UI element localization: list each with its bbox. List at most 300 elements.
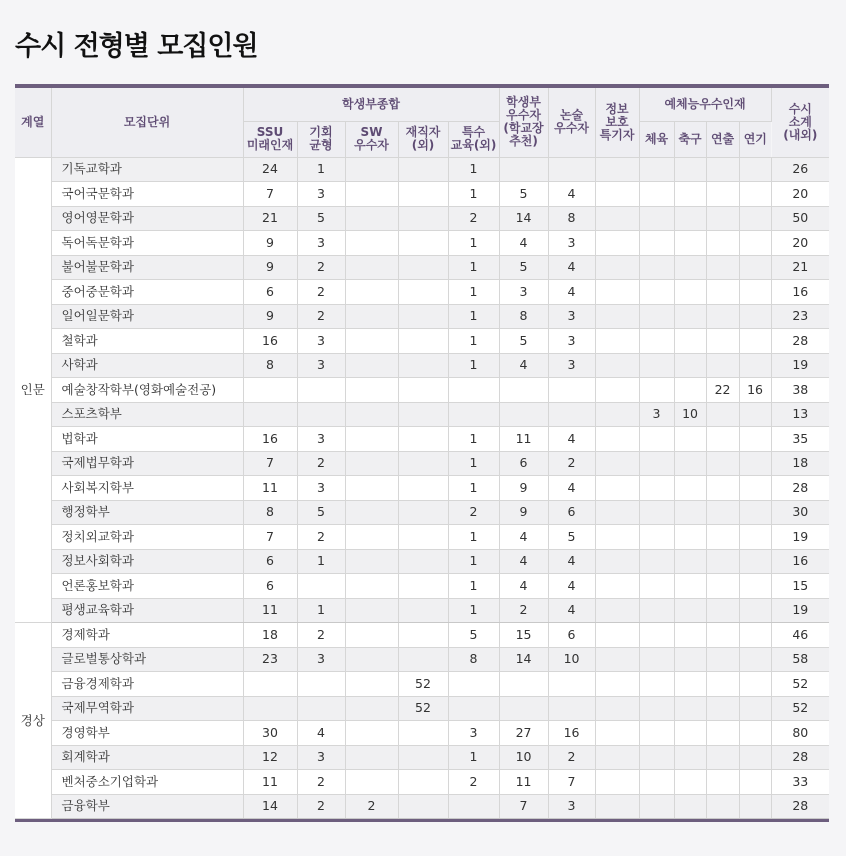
essay-cell: 6 (548, 623, 595, 648)
soccer-cell (674, 451, 706, 476)
worker-cell (398, 157, 448, 182)
acting-cell (739, 794, 771, 819)
pe-cell (639, 696, 674, 721)
directing-cell (706, 574, 739, 599)
total-cell: 38 (771, 378, 829, 403)
directing-cell (706, 745, 739, 770)
worker-cell (398, 427, 448, 452)
acting-cell (739, 647, 771, 672)
opp-cell: 3 (297, 647, 345, 672)
pe-cell (639, 451, 674, 476)
opp-cell: 3 (297, 182, 345, 207)
unit-cell: 금융경제학과 (51, 672, 243, 697)
essay-cell: 4 (548, 255, 595, 280)
opp-cell: 2 (297, 280, 345, 305)
school-cell: 2 (499, 598, 548, 623)
worker-cell (398, 623, 448, 648)
total-cell: 20 (771, 231, 829, 256)
essay-cell: 4 (548, 427, 595, 452)
ssu-cell (243, 672, 297, 697)
soccer-cell (674, 770, 706, 795)
sw-cell (345, 549, 398, 574)
unit-cell: 회계학과 (51, 745, 243, 770)
ssu-cell: 23 (243, 647, 297, 672)
acting-cell (739, 206, 771, 231)
school-cell: 4 (499, 549, 548, 574)
sw-cell (345, 280, 398, 305)
info-cell (595, 672, 639, 697)
header-special-edu: 특수 교육(외) (448, 121, 499, 157)
pe-cell (639, 353, 674, 378)
worker-cell (398, 378, 448, 403)
soccer-cell (674, 157, 706, 182)
header-sw: SW 우수자 (345, 121, 398, 157)
table-row (15, 672, 829, 697)
special-cell: 1 (448, 255, 499, 280)
opp-cell: 2 (297, 304, 345, 329)
directing-cell (706, 157, 739, 182)
unit-cell: 국제법무학과 (51, 451, 243, 476)
opp-cell (297, 672, 345, 697)
info-cell (595, 378, 639, 403)
soccer-cell (674, 745, 706, 770)
directing-cell: 22 (706, 378, 739, 403)
ssu-cell: 6 (243, 574, 297, 599)
unit-cell: 국어국문학과 (51, 182, 243, 207)
special-cell: 1 (448, 451, 499, 476)
sw-cell (345, 721, 398, 746)
soccer-cell (674, 329, 706, 354)
ssu-cell (243, 402, 297, 427)
worker-cell (398, 794, 448, 819)
essay-cell: 2 (548, 745, 595, 770)
pe-cell (639, 721, 674, 746)
table-row (15, 549, 829, 574)
ssu-cell: 11 (243, 770, 297, 795)
info-cell (595, 329, 639, 354)
opp-cell (297, 402, 345, 427)
worker-cell (398, 549, 448, 574)
total-cell: 28 (771, 476, 829, 501)
soccer-cell (674, 623, 706, 648)
opp-cell: 2 (297, 794, 345, 819)
special-cell: 1 (448, 353, 499, 378)
category-cell: 경상 (15, 623, 51, 819)
special-cell: 1 (448, 549, 499, 574)
school-cell: 14 (499, 647, 548, 672)
soccer-cell (674, 378, 706, 403)
school-cell: 7 (499, 794, 548, 819)
worker-cell: 52 (398, 696, 448, 721)
sw-cell (345, 696, 398, 721)
unit-cell: 경영학부 (51, 721, 243, 746)
table-row (15, 206, 829, 231)
soccer-cell (674, 476, 706, 501)
sw-cell (345, 598, 398, 623)
ssu-cell: 14 (243, 794, 297, 819)
directing-cell (706, 280, 739, 305)
unit-cell: 벤처중소기업학과 (51, 770, 243, 795)
unit-cell: 독어독문학과 (51, 231, 243, 256)
worker-cell (398, 451, 448, 476)
acting-cell (739, 329, 771, 354)
worker-cell (398, 231, 448, 256)
table-row (15, 329, 829, 354)
ssu-cell: 11 (243, 598, 297, 623)
sw-cell (345, 157, 398, 182)
table-row (15, 574, 829, 599)
total-cell: 52 (771, 696, 829, 721)
ssu-cell: 9 (243, 231, 297, 256)
total-cell: 13 (771, 402, 829, 427)
special-cell: 1 (448, 598, 499, 623)
info-cell (595, 353, 639, 378)
table-row (15, 378, 829, 403)
header-unit: 모집단위 (51, 88, 243, 157)
school-cell: 3 (499, 280, 548, 305)
essay-cell: 5 (548, 525, 595, 550)
unit-cell: 사학과 (51, 353, 243, 378)
acting-cell (739, 745, 771, 770)
unit-cell: 불어불문학과 (51, 255, 243, 280)
special-cell: 5 (448, 623, 499, 648)
ssu-cell: 6 (243, 280, 297, 305)
pe-cell (639, 549, 674, 574)
directing-cell (706, 770, 739, 795)
sw-cell (345, 525, 398, 550)
info-cell (595, 770, 639, 795)
table-row (15, 476, 829, 501)
pe-cell (639, 745, 674, 770)
header-group-arts: 예체능우수인재 (639, 88, 771, 121)
directing-cell (706, 476, 739, 501)
directing-cell (706, 794, 739, 819)
header-school-recommend: 학생부 우수자 (학교장 추천) (499, 88, 548, 157)
unit-cell: 기독교학과 (51, 157, 243, 182)
ssu-cell: 11 (243, 476, 297, 501)
unit-cell: 평생교육학과 (51, 598, 243, 623)
table-row (15, 182, 829, 207)
school-cell: 6 (499, 451, 548, 476)
directing-cell (706, 182, 739, 207)
opp-cell: 4 (297, 721, 345, 746)
ssu-cell: 7 (243, 451, 297, 476)
header-worker: 재직자 (외) (398, 121, 448, 157)
ssu-cell: 18 (243, 623, 297, 648)
total-cell: 18 (771, 451, 829, 476)
worker-cell (398, 353, 448, 378)
opp-cell: 2 (297, 623, 345, 648)
info-cell (595, 402, 639, 427)
pe-cell (639, 574, 674, 599)
opp-cell: 5 (297, 206, 345, 231)
directing-cell (706, 549, 739, 574)
essay-cell: 3 (548, 353, 595, 378)
unit-cell: 언론홍보학과 (51, 574, 243, 599)
soccer-cell (674, 525, 706, 550)
essay-cell: 3 (548, 304, 595, 329)
special-cell: 1 (448, 157, 499, 182)
special-cell: 2 (448, 206, 499, 231)
table-row (15, 623, 829, 648)
info-cell (595, 500, 639, 525)
directing-cell (706, 672, 739, 697)
opp-cell: 3 (297, 353, 345, 378)
total-cell: 15 (771, 574, 829, 599)
info-cell (595, 182, 639, 207)
header-soccer: 축구 (674, 121, 706, 157)
pe-cell (639, 427, 674, 452)
soccer-cell (674, 280, 706, 305)
sw-cell (345, 672, 398, 697)
table-row (15, 525, 829, 550)
table-row (15, 353, 829, 378)
sw-cell (345, 255, 398, 280)
sw-cell (345, 353, 398, 378)
worker-cell (398, 329, 448, 354)
acting-cell (739, 451, 771, 476)
opp-cell (297, 378, 345, 403)
unit-cell: 영어영문학과 (51, 206, 243, 231)
directing-cell (706, 206, 739, 231)
school-cell: 4 (499, 525, 548, 550)
directing-cell (706, 255, 739, 280)
soccer-cell (674, 549, 706, 574)
special-cell: 1 (448, 329, 499, 354)
total-cell: 80 (771, 721, 829, 746)
unit-cell: 일어일문학과 (51, 304, 243, 329)
essay-cell: 2 (548, 451, 595, 476)
sw-cell (345, 378, 398, 403)
worker-cell (398, 770, 448, 795)
school-cell: 9 (499, 500, 548, 525)
worker-cell (398, 182, 448, 207)
table-row (15, 451, 829, 476)
opp-cell: 3 (297, 231, 345, 256)
table-row (15, 402, 829, 427)
info-cell (595, 231, 639, 256)
table-header (15, 88, 829, 157)
ssu-cell: 12 (243, 745, 297, 770)
directing-cell (706, 721, 739, 746)
directing-cell (706, 451, 739, 476)
total-cell: 28 (771, 329, 829, 354)
directing-cell (706, 647, 739, 672)
info-cell (595, 304, 639, 329)
soccer-cell (674, 500, 706, 525)
table-row (15, 696, 829, 721)
directing-cell (706, 329, 739, 354)
total-cell: 16 (771, 280, 829, 305)
worker-cell (398, 476, 448, 501)
acting-cell (739, 182, 771, 207)
acting-cell (739, 770, 771, 795)
acting-cell (739, 721, 771, 746)
header-info-security: 정보 보호 특기자 (595, 88, 639, 157)
pe-cell: 3 (639, 402, 674, 427)
opp-cell: 3 (297, 745, 345, 770)
admission-table-wrapper (15, 84, 829, 822)
acting-cell (739, 157, 771, 182)
school-cell: 5 (499, 255, 548, 280)
essay-cell: 16 (548, 721, 595, 746)
sw-cell (345, 745, 398, 770)
acting-cell (739, 525, 771, 550)
special-cell: 1 (448, 304, 499, 329)
info-cell (595, 255, 639, 280)
pe-cell (639, 206, 674, 231)
info-cell (595, 696, 639, 721)
total-cell: 33 (771, 770, 829, 795)
school-cell (499, 157, 548, 182)
total-cell: 21 (771, 255, 829, 280)
special-cell (448, 794, 499, 819)
school-cell: 11 (499, 427, 548, 452)
info-cell (595, 525, 639, 550)
essay-cell: 4 (548, 574, 595, 599)
essay-cell: 4 (548, 182, 595, 207)
ssu-cell: 8 (243, 353, 297, 378)
special-cell (448, 696, 499, 721)
special-cell: 1 (448, 476, 499, 501)
special-cell: 8 (448, 647, 499, 672)
special-cell: 1 (448, 745, 499, 770)
special-cell: 1 (448, 280, 499, 305)
special-cell: 1 (448, 427, 499, 452)
total-cell: 28 (771, 745, 829, 770)
acting-cell (739, 598, 771, 623)
soccer-cell (674, 598, 706, 623)
info-cell (595, 745, 639, 770)
ssu-cell: 9 (243, 304, 297, 329)
soccer-cell (674, 696, 706, 721)
opp-cell: 3 (297, 427, 345, 452)
total-cell: 30 (771, 500, 829, 525)
directing-cell (706, 598, 739, 623)
special-cell: 1 (448, 574, 499, 599)
sw-cell (345, 451, 398, 476)
opp-cell: 2 (297, 451, 345, 476)
ssu-cell: 8 (243, 500, 297, 525)
sw-cell (345, 231, 398, 256)
pe-cell (639, 770, 674, 795)
essay-cell: 4 (548, 476, 595, 501)
soccer-cell (674, 304, 706, 329)
acting-cell (739, 574, 771, 599)
school-cell (499, 672, 548, 697)
special-cell: 1 (448, 525, 499, 550)
unit-cell: 예술창작학부(영화예술전공) (51, 378, 243, 403)
soccer-cell (674, 672, 706, 697)
special-cell: 2 (448, 770, 499, 795)
admission-table (15, 88, 829, 819)
opp-cell: 2 (297, 255, 345, 280)
table-row (15, 721, 829, 746)
acting-cell (739, 696, 771, 721)
sw-cell (345, 206, 398, 231)
total-cell: 50 (771, 206, 829, 231)
acting-cell (739, 402, 771, 427)
info-cell (595, 451, 639, 476)
school-cell: 9 (499, 476, 548, 501)
acting-cell (739, 255, 771, 280)
worker-cell (398, 647, 448, 672)
essay-cell: 3 (548, 231, 595, 256)
acting-cell: 16 (739, 378, 771, 403)
essay-cell (548, 157, 595, 182)
essay-cell: 3 (548, 329, 595, 354)
total-cell: 19 (771, 525, 829, 550)
info-cell (595, 206, 639, 231)
school-cell (499, 378, 548, 403)
pe-cell (639, 598, 674, 623)
unit-cell: 금융학부 (51, 794, 243, 819)
worker-cell (398, 500, 448, 525)
info-cell (595, 623, 639, 648)
sw-cell (345, 647, 398, 672)
pe-cell (639, 304, 674, 329)
info-cell (595, 598, 639, 623)
acting-cell (739, 623, 771, 648)
school-cell: 4 (499, 353, 548, 378)
opp-cell: 2 (297, 770, 345, 795)
school-cell: 4 (499, 231, 548, 256)
total-cell: 20 (771, 182, 829, 207)
pe-cell (639, 157, 674, 182)
info-cell (595, 721, 639, 746)
pe-cell (639, 525, 674, 550)
directing-cell (706, 525, 739, 550)
essay-cell: 7 (548, 770, 595, 795)
sw-cell (345, 402, 398, 427)
unit-cell: 정치외교학과 (51, 525, 243, 550)
sw-cell (345, 427, 398, 452)
worker-cell (398, 255, 448, 280)
acting-cell (739, 672, 771, 697)
special-cell: 1 (448, 182, 499, 207)
soccer-cell: 10 (674, 402, 706, 427)
opp-cell: 2 (297, 525, 345, 550)
total-cell: 26 (771, 157, 829, 182)
pe-cell (639, 280, 674, 305)
pe-cell (639, 794, 674, 819)
table-row (15, 500, 829, 525)
ssu-cell: 9 (243, 255, 297, 280)
table-row (15, 427, 829, 452)
info-cell (595, 549, 639, 574)
header-essay: 논술 우수자 (548, 88, 595, 157)
acting-cell (739, 500, 771, 525)
ssu-cell: 7 (243, 525, 297, 550)
header-total: 수시 소계 (내외) (771, 88, 829, 157)
total-cell: 16 (771, 549, 829, 574)
school-cell: 11 (499, 770, 548, 795)
special-cell: 2 (448, 500, 499, 525)
table-row (15, 280, 829, 305)
sw-cell (345, 500, 398, 525)
worker-cell (398, 280, 448, 305)
essay-cell: 10 (548, 647, 595, 672)
acting-cell (739, 476, 771, 501)
essay-cell: 4 (548, 598, 595, 623)
header-opportunity: 기회 균형 (297, 121, 345, 157)
ssu-cell: 30 (243, 721, 297, 746)
info-cell (595, 427, 639, 452)
header-ssu: SSU 미래인재 (243, 121, 297, 157)
soccer-cell (674, 206, 706, 231)
essay-cell: 3 (548, 794, 595, 819)
soccer-cell (674, 574, 706, 599)
